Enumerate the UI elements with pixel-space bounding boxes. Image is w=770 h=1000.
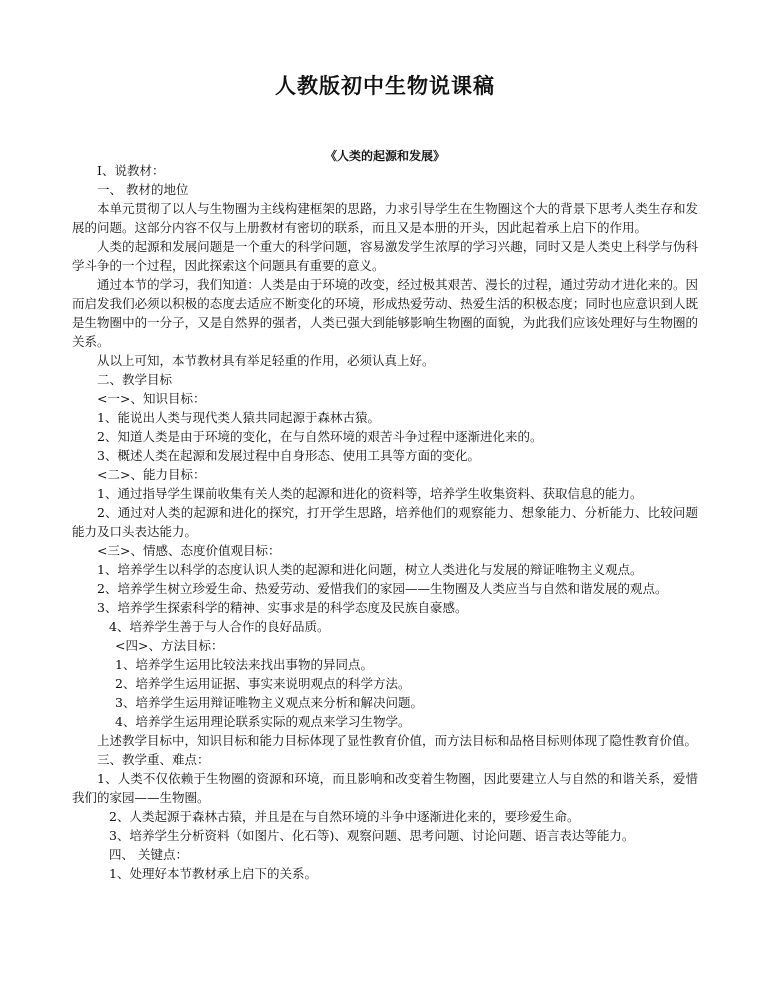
- goal-heading: <四>、方法目标：: [115, 638, 224, 653]
- list-item: 4、培养学生善于与人合作的良好品质。: [109, 619, 330, 634]
- list-item: 3、培养学生探索科学的精神、实事求是的科学态度及民族自豪感。: [97, 600, 468, 615]
- list-item: 4、培养学生运用理论联系实际的观点来学习生物学。: [115, 714, 411, 729]
- list-item: 1、培养学生运用比较法来找出事物的异同点。: [115, 657, 373, 672]
- goal-heading: <一>、知识目标：: [97, 391, 206, 406]
- paragraph: 本单元贯彻了以人与生物圈为主线构建框架的思路，力求引导学生在生物圈这个大的背景下思考人类生存和发展的问题。这部分内容不仅与上册教材有密切的联系，而且又是本册的开头，因此起着承上启下的作用。: [72, 201, 698, 235]
- list-item: 3、培养学生分析资料（如图片、化石等)、观察问题、思考问题、讨论问题、语言表达等能力。: [109, 828, 635, 843]
- list-item: 2、知道人类是由于环境的变化，在与自然环境的艰苦斗争过程中逐渐进化来的。: [97, 429, 543, 444]
- list-item: 1、培养学生以科学的态度认识人类的起源和进化问题，树立人类进化与发展的辩证唯物主义观点。: [97, 562, 643, 577]
- paragraph: 通过本节的学习，我们知道：人类是由于环境的改变，经过极其艰苦、漫长的过程，通过劳动才进化来的。因而启发我们必须以积极的态度去适应不断变化的环境，形成热爱劳动、热爱生活的积极态度；同时也应意识到人既是生物圈中的一分子，又是自然界的强者，人类已强大到能够影响生物圈的面貌，为此我们应该处理好与生物圈的关系。: [72, 277, 698, 349]
- list-item: 1、能说出人类与现代类人猿共同起源于森林古猿。: [97, 410, 380, 425]
- goal-heading: <三>、情感、态度价值观目标：: [97, 543, 281, 558]
- list-item: 2、人类起源于森林古猿，并且是在与自然环境的斗争中逐渐进化来的，要珍爱生命。: [109, 809, 580, 824]
- list-item: 2、培养学生树立珍爱生命、热爱劳动、爱惜我们的家园——生物圈及人类应当与自然和谐发展的观点。: [97, 581, 668, 596]
- document-body: [72, 161, 698, 883]
- list-item: 2、通过对人类的起源和进化的探究，打开学生思路，培养他们的观察能力、想象能力、分析能力、比较问题能力及口头表达能力。: [72, 505, 698, 539]
- list-item: 1、通过指导学生课前收集有关人类的起源和进化的资料等，培养学生收集资料、获取信息的能力。: [97, 486, 643, 501]
- paragraph: 从以上可知，本节教材具有举足轻重的作用，必须认真上好。: [97, 353, 435, 368]
- paragraph: 上述教学目标中，知识目标和能力目标体现了显性教育价值，而方法目标和品格目标则体现了隐性教育价值。: [97, 733, 698, 748]
- document-subtitle: 《人类的起源和发展》: [324, 149, 445, 163]
- list-item: 1、人类不仅依赖于生物圈的资源和环境，而且影响和改变着生物圈，因此要建立人与自然的和谐关系，爱惜我们的家园——生物圈。: [72, 771, 698, 805]
- section-heading: Ⅰ、说教材：: [97, 163, 165, 178]
- subsection-heading: 四、 关键点：: [109, 847, 188, 862]
- document-title: 人教版初中生物说课稿: [275, 73, 495, 98]
- subsection-heading: 一、 教材的地位: [97, 182, 189, 197]
- paragraph: 人类的起源和发展问题是一个重大的科学问题，容易激发学生浓厚的学习兴趣，同时又是人类史上科学与伪科学斗争的一个过程，因此探索这个问题具有重要的意义。: [72, 239, 698, 273]
- subsection-heading: 三、教学重、难点：: [97, 752, 210, 767]
- subsection-heading: 二、教学目标: [97, 372, 173, 387]
- list-item: 2、培养学生运用证据、事实来说明观点的科学方法。: [115, 676, 411, 691]
- list-item: 1、处理好本节教材承上启下的关系。: [109, 866, 317, 881]
- goal-heading: <二>、能力目标：: [97, 467, 206, 482]
- list-item: 3、培养学生运用辩证唯物主义观点来分析和解决问题。: [115, 695, 423, 710]
- list-item: 3、概述人类在起源和发展过程中自身形态、使用工具等方面的变化。: [97, 448, 480, 463]
